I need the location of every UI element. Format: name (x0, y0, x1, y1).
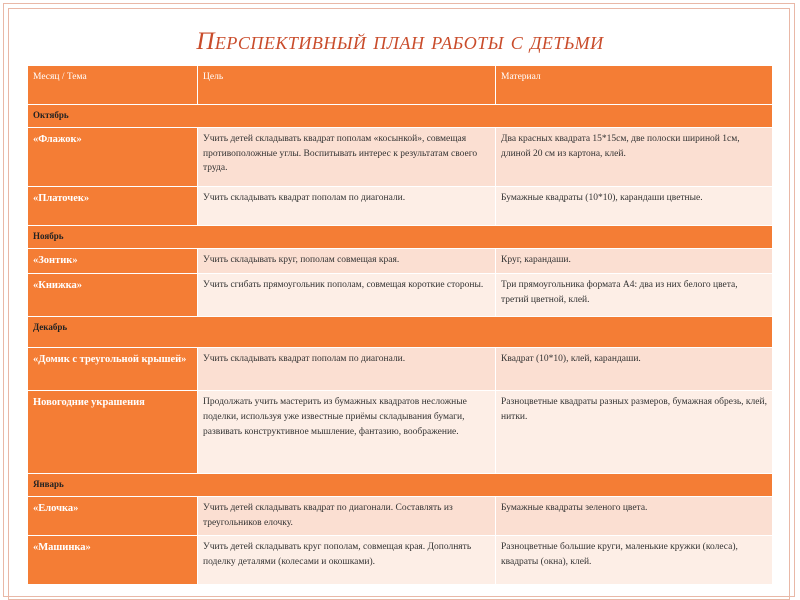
plan-table (27, 65, 773, 585)
row-material: Два красных квадрата 15*15см, две полоски шириной 1см, длиной 20 см из картона, клей. (496, 128, 773, 187)
header-material: Материал (496, 66, 773, 105)
row-material: Разноцветные квадраты разных размеров, бумажная обрезь, клей, нитки. (496, 391, 773, 474)
row-topic: Новогодние украшения (28, 391, 198, 474)
row-goal: Учить складывать квадрат пополам по диагонали. (198, 187, 496, 226)
row-material: Три прямоугольника формата А4: два из них белого цвета, третий цветной, клей. (496, 274, 773, 317)
table-row (28, 391, 773, 474)
table-row (28, 128, 773, 187)
row-material: Круг, карандаши. (496, 248, 773, 273)
row-goal: Учить детей складывать квадрат пополам «косынкой», совмещая противоположные углы. Воспитывать интерес к результатам своего труда. (198, 128, 496, 187)
row-goal: Продолжать учить мастерить из бумажных квадратов несложные поделки, используя уже известные приёмы складывания бумаги, развивать конструктивное мышление, фантазию, воображение. (198, 391, 496, 474)
row-material: Бумажные квадраты (10*10), карандаши цветные. (496, 187, 773, 226)
row-material: Бумажные квадраты зеленого цвета. (496, 497, 773, 536)
table-row (28, 497, 773, 536)
header-goal: Цель (198, 66, 496, 105)
table-row (28, 248, 773, 273)
month-row-december (28, 317, 773, 348)
table-header-row (28, 66, 773, 105)
row-topic: «Книжка» (28, 274, 198, 317)
row-goal: Учить детей складывать квадрат по диагонали. Составлять из треугольников елочку. (198, 497, 496, 536)
row-goal: Учить складывать круг, пополам совмещая края. (198, 248, 496, 273)
row-topic: «Домик с треугольной крышей» (28, 348, 198, 391)
month-label: Октябрь (28, 105, 773, 128)
table-row (28, 274, 773, 317)
row-topic: «Машинка» (28, 536, 198, 585)
row-topic: «Платочек» (28, 187, 198, 226)
month-row-october (28, 105, 773, 128)
month-label: Январь (28, 474, 773, 497)
table-row (28, 536, 773, 585)
row-material: Разноцветные большие круги, маленькие кружки (колеса), квадраты (окна), клей. (496, 536, 773, 585)
month-label: Ноябрь (28, 226, 773, 249)
table-row (28, 187, 773, 226)
month-label: Декабрь (28, 317, 773, 348)
header-month-topic: Месяц / Тема (28, 66, 198, 105)
row-topic: «Зонтик» (28, 248, 198, 273)
row-topic: «Флажок» (28, 128, 198, 187)
table-row (28, 348, 773, 391)
row-topic: «Елочка» (28, 497, 198, 536)
month-row-november (28, 226, 773, 249)
month-row-january (28, 474, 773, 497)
row-goal: Учить детей складывать круг пополам, совмещая края. Дополнять поделку деталями (колесами и окошками). (198, 536, 496, 585)
row-goal: Учить складывать квадрат пополам по диагонали. (198, 348, 496, 391)
row-material: Квадрат (10*10), клей, карандаши. (496, 348, 773, 391)
row-goal: Учить сгибать прямоугольник пополам, совмещая короткие стороны. (198, 274, 496, 317)
slide-title: Перспективный план работы с детьми (196, 28, 604, 55)
